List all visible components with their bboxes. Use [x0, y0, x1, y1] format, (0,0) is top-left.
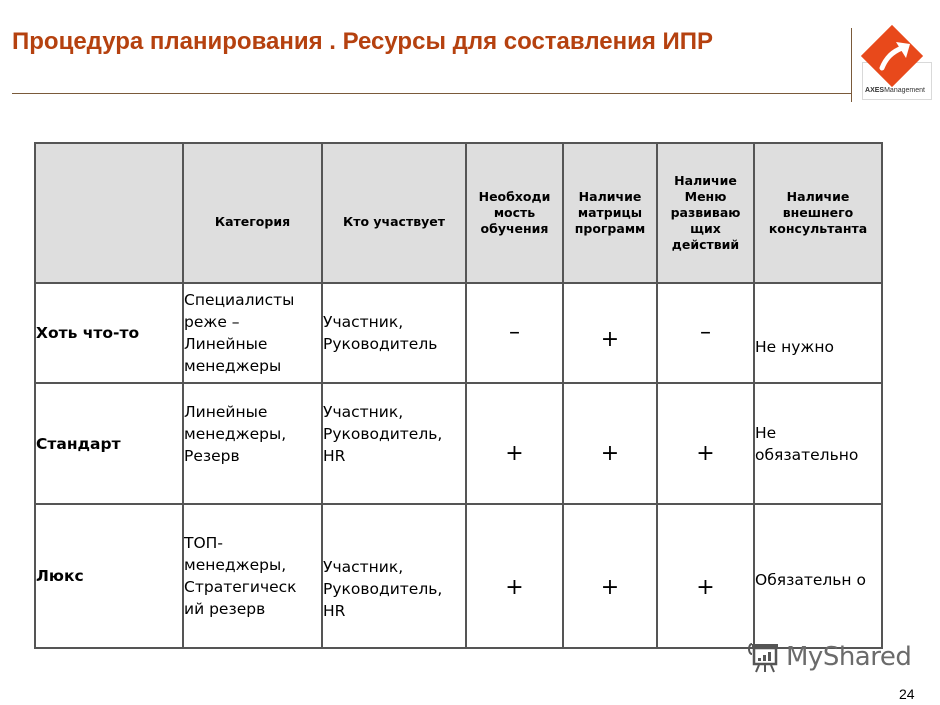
row-development-menu: + — [657, 383, 754, 504]
row-external-consultant: Обязательн о — [754, 504, 882, 648]
row-participants: Участник, Руководитель, HR — [322, 383, 466, 504]
row-category: Специалисты реже – Линейные менеджеры — [183, 283, 322, 383]
header-category: Категория — [183, 143, 322, 283]
row-level: Хоть что-то — [35, 283, 183, 383]
table-row — [35, 504, 882, 648]
header-development-menu: Наличие Меню развиваю щих действий — [657, 143, 754, 283]
row-level: Стандарт — [35, 383, 183, 504]
slide-title: Процедура планирования . Ресурсы для составления ИПР — [12, 28, 714, 55]
row-training-need: + — [466, 504, 563, 648]
row-category: ТОП-менеджеры, Стратегическ ий резерв — [183, 504, 322, 648]
ipr-resources-table — [34, 142, 883, 649]
row-category: Линейные менеджеры, Резерв — [183, 383, 322, 504]
header-empty — [35, 143, 183, 283]
header-participants: Кто участвует — [322, 143, 466, 283]
header-external-consultant: Наличие внешнего консультанта — [754, 143, 882, 283]
presentation-board-icon — [748, 640, 780, 674]
title-divider — [12, 93, 852, 94]
row-level: Люкс — [35, 504, 183, 648]
table-row — [35, 383, 882, 504]
myshared-watermark — [748, 640, 911, 674]
row-training-need: – — [466, 283, 563, 383]
table-header-row — [35, 143, 882, 283]
watermark-text: MyShared — [786, 642, 912, 672]
row-program-matrix: + — [563, 383, 657, 504]
row-development-menu: + — [657, 504, 754, 648]
row-program-matrix: + — [563, 504, 657, 648]
logo-divider — [851, 28, 852, 102]
row-external-consultant: Не нужно — [754, 283, 882, 383]
logo-brand-bold: AXES — [865, 87, 885, 94]
header-training-need: Необходи мость обучения — [466, 143, 563, 283]
row-training-need: + — [466, 383, 563, 504]
row-program-matrix: + — [563, 283, 657, 383]
header-program-matrix: Наличие матрицы программ — [563, 143, 657, 283]
row-external-consultant: Не обязательно — [754, 383, 882, 504]
axes-management-logo — [858, 30, 932, 100]
arrow-diamond-icon — [876, 36, 916, 76]
row-development-menu: – — [657, 283, 754, 383]
table-row — [35, 283, 882, 383]
row-participants: Участник, Руководитель, HR — [322, 504, 466, 648]
logo-text — [858, 87, 932, 94]
logo-brand-rest: Management — [884, 87, 925, 94]
page-number: 24 — [899, 686, 915, 702]
row-participants: Участник, Руководитель — [322, 283, 466, 383]
